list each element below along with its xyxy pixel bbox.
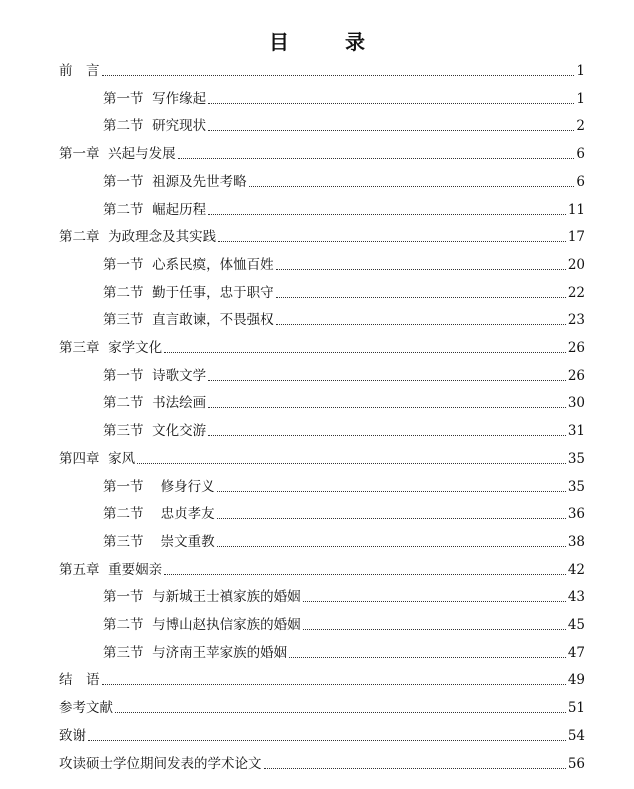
page-title: 目 录	[269, 30, 383, 54]
toc-section-entry[interactable]	[103, 643, 585, 663]
toc-entry-label: 前 言	[59, 63, 100, 79]
toc-entry-page-number: 42	[567, 561, 585, 578]
dot-leader	[217, 545, 566, 547]
toc-entry-label: 第二节 与博山赵执信家族的婚姻	[103, 617, 301, 633]
toc-entry-label: 第二章 为政理念及其实践	[59, 229, 217, 246]
toc-chapter-entry[interactable]	[59, 449, 585, 469]
dot-leader	[208, 434, 566, 436]
toc-entry-label: 第五章 重要姻亲	[59, 561, 163, 578]
toc-section-entry[interactable]	[103, 116, 585, 136]
toc-entry-page-number: 45	[567, 617, 585, 633]
toc-entry-page-number: 23	[567, 312, 585, 329]
toc-entry-page-number: 6	[576, 146, 585, 163]
toc-entry-label: 参考文献	[59, 700, 113, 717]
toc-entry-label: 结 语	[59, 672, 100, 689]
toc-entry-label: 第一章 兴起与发展	[59, 146, 176, 163]
dot-leader	[115, 711, 566, 713]
dot-leader	[276, 268, 566, 270]
toc-section-entry[interactable]	[103, 477, 585, 497]
toc-entry-page-number: 35	[567, 450, 585, 467]
toc-section-entry[interactable]	[103, 587, 585, 607]
toc-chapter-entry[interactable]	[59, 560, 585, 580]
toc-entry-label: 第四章 家风	[59, 450, 136, 467]
toc-entry-page-number: 26	[567, 340, 585, 356]
toc-section-entry[interactable]	[103, 366, 585, 386]
dot-leader	[137, 462, 566, 464]
toc-chapter-entry[interactable]	[59, 726, 585, 746]
toc-entry-page-number: 22	[567, 284, 585, 301]
toc-entry-page-number: 36	[567, 506, 585, 523]
dot-leader	[208, 102, 574, 104]
toc-chapter-entry[interactable]	[59, 670, 585, 690]
dot-leader	[88, 739, 566, 741]
toc-entry-page-number: 51	[567, 700, 585, 717]
dot-leader	[102, 74, 575, 76]
toc-section-entry[interactable]	[103, 172, 585, 192]
toc-entry-label: 第一节 修身行义	[103, 478, 215, 495]
dot-leader	[217, 490, 566, 492]
toc-section-entry[interactable]	[103, 283, 585, 303]
toc-entry-label: 致谢	[59, 727, 86, 744]
toc-section-entry[interactable]	[103, 310, 585, 330]
toc-entry-label: 攻读硕士学位期间发表的学术论文	[59, 755, 262, 772]
toc-entry-label: 第二节 崛起历程	[103, 201, 207, 218]
toc-section-entry[interactable]	[103, 421, 585, 441]
toc-entry-page-number: 43	[567, 589, 585, 606]
toc-entry-label: 第一节 与新城王士禛家族的婚姻	[103, 589, 301, 606]
dot-leader	[208, 213, 566, 215]
dot-leader	[217, 517, 566, 519]
dot-leader	[164, 351, 566, 353]
dot-leader	[249, 185, 575, 187]
toc-entry-label: 第二节 忠贞孝友	[103, 506, 215, 523]
toc-entry-page-number: 6	[576, 173, 585, 190]
dot-leader	[218, 240, 566, 242]
dot-leader	[303, 600, 566, 602]
toc-chapter-entry[interactable]	[59, 754, 585, 774]
toc-section-entry[interactable]	[103, 532, 585, 552]
toc-entry-page-number: 2	[576, 118, 585, 135]
dot-leader	[208, 379, 566, 381]
dot-leader	[164, 573, 566, 575]
toc-entry-label: 第一节 心系民瘼，体恤百姓	[103, 256, 274, 273]
toc-entry-label: 第一节 祖源及先世考略	[103, 173, 247, 190]
toc-entry-label: 第三节 直言敢谏，不畏强权	[103, 312, 274, 329]
dot-leader	[102, 683, 566, 685]
toc-section-entry[interactable]	[103, 89, 585, 109]
toc-chapter-entry[interactable]	[59, 144, 585, 164]
toc-section-entry[interactable]	[103, 504, 585, 524]
toc-entry-label: 第三节 崇文重教	[103, 533, 215, 550]
toc-entry-page-number: 47	[567, 644, 585, 661]
toc-entry-page-number: 56	[567, 755, 585, 772]
toc-section-entry[interactable]	[103, 615, 585, 635]
toc-section-entry[interactable]	[103, 393, 585, 413]
dot-leader	[178, 157, 575, 159]
toc-chapter-entry[interactable]	[59, 227, 585, 247]
toc-entry-page-number: 54	[567, 727, 585, 744]
dot-leader	[289, 656, 566, 658]
dot-leader	[303, 628, 566, 630]
toc-entry-label: 第三节 文化交游	[103, 423, 207, 440]
dot-leader	[264, 767, 566, 769]
toc-entry-page-number: 31	[567, 423, 585, 440]
toc-entry-page-number: 49	[567, 672, 585, 689]
toc-entry-label: 第三节 与济南王苹家族的婚姻	[103, 644, 288, 661]
toc-entry-page-number: 38	[567, 533, 585, 550]
toc-chapter-entry[interactable]	[59, 698, 585, 718]
toc-entry-page-number: 26	[567, 367, 585, 384]
toc-chapter-entry[interactable]	[59, 338, 585, 358]
dot-leader	[276, 296, 566, 298]
toc-entry-page-number: 1	[576, 90, 585, 107]
toc-entry-label: 第一节 诗歌文学	[103, 367, 207, 384]
toc-section-entry[interactable]	[103, 255, 585, 275]
toc-entry-label: 第二节 研究现状	[103, 118, 207, 135]
toc-entry-label: 第二节 勤于任事，忠于职守	[103, 284, 274, 301]
toc-entry-page-number: 30	[567, 395, 585, 412]
toc-entry-page-number: 1	[576, 63, 585, 79]
toc-entry-page-number: 35	[567, 478, 585, 495]
toc-entry-label: 第一节 写作缘起	[103, 90, 207, 107]
dot-leader	[208, 129, 574, 131]
toc-chapter-entry[interactable]	[59, 61, 585, 81]
toc-section-entry[interactable]	[103, 200, 585, 220]
dot-leader	[276, 323, 566, 325]
dot-leader	[208, 406, 566, 408]
toc-entry-label: 第二节 书法绘画	[103, 395, 207, 412]
toc-entry-page-number: 11	[567, 201, 585, 218]
toc-entry-page-number: 17	[567, 229, 585, 246]
toc-entry-label: 第三章 家学文化	[59, 340, 163, 356]
toc-entry-page-number: 20	[567, 256, 585, 273]
